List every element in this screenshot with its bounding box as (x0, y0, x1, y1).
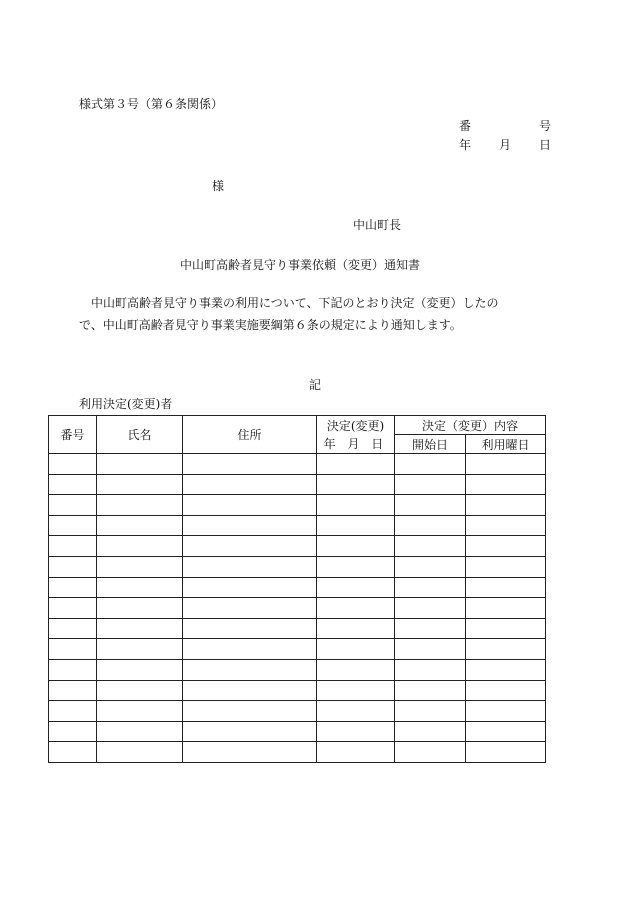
table-cell (317, 701, 395, 722)
table-cell (466, 701, 546, 722)
table-cell (395, 515, 466, 536)
table-cell (317, 577, 395, 598)
table-cell (466, 742, 546, 763)
table-cell (466, 598, 546, 619)
table-cell (317, 742, 395, 763)
table-row (49, 495, 546, 516)
table-cell (183, 536, 317, 557)
body-text-line-1: 中山町高齢者見守り事業の利用について、下記のとおり決定（変更）したの (91, 296, 499, 310)
table-cell (49, 577, 97, 598)
table-cell (49, 742, 97, 763)
header-number: 番号 (49, 416, 97, 454)
table-cell (395, 721, 466, 742)
table-cell (49, 639, 97, 660)
table-cell (183, 618, 317, 639)
table-cell (97, 556, 183, 577)
table-cell (317, 618, 395, 639)
table-cell (395, 577, 466, 598)
number-line (459, 119, 551, 133)
table-cell (317, 639, 395, 660)
table-cell (49, 721, 97, 742)
table-cell (395, 495, 466, 516)
table-cell (395, 680, 466, 701)
table-cell (49, 598, 97, 619)
table-row (49, 701, 546, 722)
table-cell (466, 495, 546, 516)
table-cell (49, 701, 97, 722)
table-cell (466, 639, 546, 660)
header-decision-date-bottom: 年 月 日 (317, 435, 395, 454)
table-row (49, 659, 546, 680)
table-caption: 利用決定(変更)者 (79, 397, 173, 411)
table-cell (49, 680, 97, 701)
table-cell (395, 536, 466, 557)
table-cell (466, 577, 546, 598)
table-cell (183, 474, 317, 495)
body-text-line-2: で、中山町高齢者見守り事業実施要綱第６条の規定により通知します。 (79, 318, 462, 332)
document-title: 中山町高齢者見守り事業依頼（変更）通知書 (180, 258, 421, 272)
table-cell (395, 474, 466, 495)
table-cell (317, 659, 395, 680)
year-label: 年 (459, 138, 472, 152)
table-cell (183, 577, 317, 598)
table-cell (395, 618, 466, 639)
table-cell (466, 515, 546, 536)
table-cell (317, 680, 395, 701)
ki-heading: 記 (309, 378, 322, 392)
header-use-days: 利用曜日 (466, 435, 546, 454)
table-cell (49, 556, 97, 577)
table-cell (49, 618, 97, 639)
table-cell (97, 577, 183, 598)
table-cell (395, 659, 466, 680)
table-cell (317, 515, 395, 536)
table-row (49, 474, 546, 495)
table-cell (49, 474, 97, 495)
table-cell (183, 495, 317, 516)
table-cell (466, 680, 546, 701)
table-cell (97, 639, 183, 660)
table-cell (183, 659, 317, 680)
table-cell (317, 598, 395, 619)
table-cell (317, 536, 395, 557)
addressee-suffix: 様 (212, 179, 225, 193)
month-label: 月 (498, 138, 511, 152)
table-cell (317, 721, 395, 742)
table-cell (466, 454, 546, 475)
table-cell (97, 598, 183, 619)
table-cell (395, 701, 466, 722)
table-row (49, 556, 546, 577)
table-cell (49, 515, 97, 536)
header-address: 住所 (183, 416, 317, 454)
table-row (49, 536, 546, 557)
header-decision-content: 決定（変更）内容 (395, 416, 546, 435)
table-row (49, 680, 546, 701)
table-cell (49, 454, 97, 475)
table-cell (97, 701, 183, 722)
table-cell (466, 721, 546, 742)
table-cell (395, 639, 466, 660)
table-cell (97, 515, 183, 536)
day-label: 日 (538, 138, 551, 152)
table-cell (49, 495, 97, 516)
table-cell (183, 556, 317, 577)
table-cell (317, 474, 395, 495)
table-cell (183, 454, 317, 475)
table-cell (183, 639, 317, 660)
table-cell (183, 742, 317, 763)
table-cell (97, 454, 183, 475)
header-decision-date-top: 決定(変更) (317, 416, 395, 435)
table-cell (466, 659, 546, 680)
table-row (49, 742, 546, 763)
table-row (49, 618, 546, 639)
table-cell (97, 680, 183, 701)
date-line (459, 138, 551, 152)
table-cell (466, 536, 546, 557)
issuer: 中山町長 (353, 218, 402, 232)
header-start-date: 開始日 (395, 435, 466, 454)
number-label: 番 (459, 119, 472, 133)
recipient-table (48, 415, 546, 763)
number-suffix: 号 (538, 119, 551, 133)
table-cell (317, 495, 395, 516)
table-cell (97, 474, 183, 495)
header-name: 氏名 (97, 416, 183, 454)
table-row (49, 454, 546, 475)
table-cell (183, 701, 317, 722)
table-cell (97, 742, 183, 763)
table-cell (466, 618, 546, 639)
table-cell (317, 556, 395, 577)
table-cell (97, 536, 183, 557)
table-cell (183, 721, 317, 742)
table-cell (395, 742, 466, 763)
table-cell (97, 618, 183, 639)
form-number: 様式第３号（第６条関係） (79, 97, 224, 111)
table-cell (183, 515, 317, 536)
table-cell (395, 454, 466, 475)
table-cell (183, 680, 317, 701)
table-cell (395, 556, 466, 577)
table-cell (97, 495, 183, 516)
table-cell (466, 474, 546, 495)
table-row (49, 515, 546, 536)
table-cell (49, 659, 97, 680)
table-cell (49, 536, 97, 557)
table-cell (395, 598, 466, 619)
table-body (49, 454, 546, 763)
table-row (49, 721, 546, 742)
table-cell (97, 721, 183, 742)
table-row (49, 598, 546, 619)
table-cell (183, 598, 317, 619)
table-cell (317, 454, 395, 475)
table-row (49, 639, 546, 660)
table-row (49, 577, 546, 598)
table-cell (97, 659, 183, 680)
table-cell (466, 556, 546, 577)
